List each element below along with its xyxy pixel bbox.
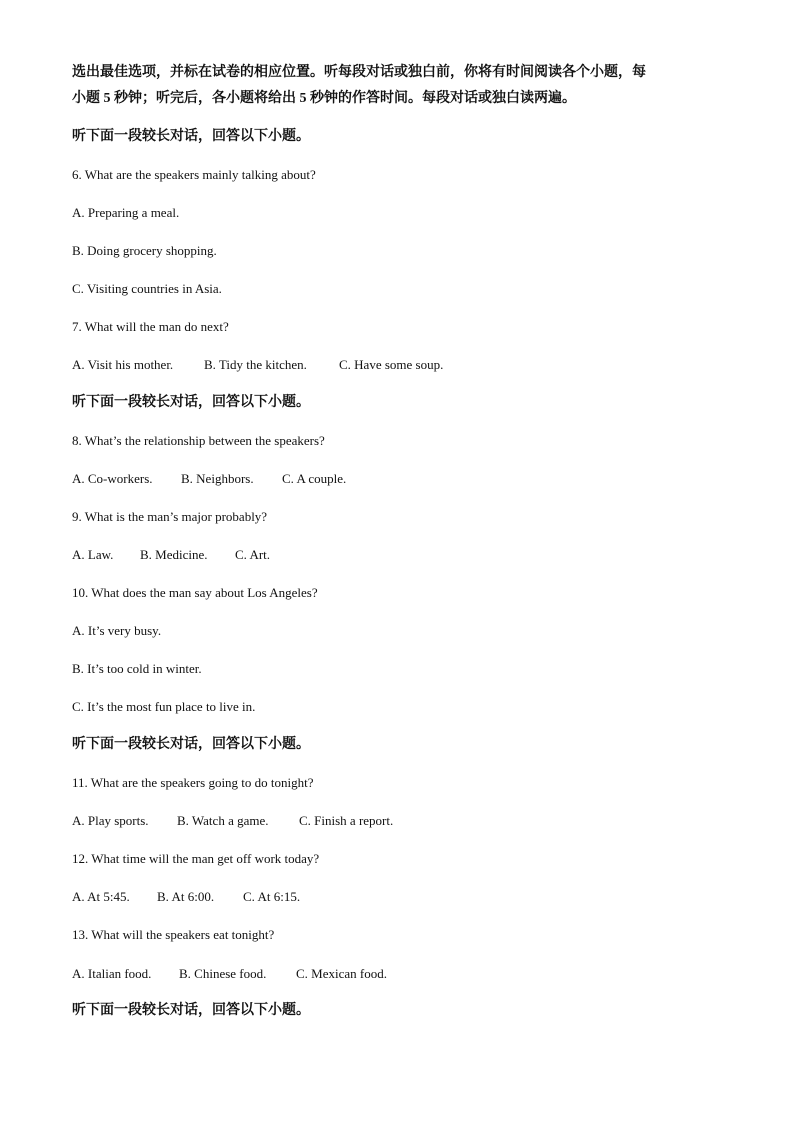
- option-13c: C. Mexican food.: [296, 966, 387, 981]
- question-9: 9. What is the man’s major probably?: [72, 509, 268, 524]
- option-12c: C. At 6:15.: [243, 889, 301, 904]
- option-11c: C. Finish a report.: [299, 813, 394, 828]
- question-10: 10. What does the man say about Los Angeles?: [72, 585, 318, 600]
- section-heading-3: 听下面一段较长对话，回答以下小题。: [72, 737, 310, 752]
- option-9b: B. Medicine.: [140, 547, 208, 562]
- option-11b: B. Watch a game.: [177, 813, 269, 828]
- question-11: 11. What are the speakers going to do tonight?: [72, 775, 314, 790]
- option-10c: C. It’s the most fun place to live in.: [72, 699, 256, 714]
- options-row-11: [72, 813, 732, 829]
- option-13a: A. Italian food.: [72, 966, 152, 981]
- option-13b: B. Chinese food.: [179, 966, 267, 981]
- question-12: 12. What time will the man get off work today?: [72, 851, 320, 866]
- option-12a: A. At 5:45.: [72, 889, 130, 904]
- options-row-13: [72, 966, 732, 982]
- option-7b: B. Tidy the kitchen.: [204, 357, 307, 372]
- option-6b: B. Doing grocery shopping.: [72, 243, 217, 258]
- option-12b: B. At 6:00.: [157, 889, 215, 904]
- question-13: 13. What will the speakers eat tonight?: [72, 927, 275, 942]
- option-6c: C. Visiting countries in Asia.: [72, 281, 222, 296]
- option-8b: B. Neighbors.: [181, 471, 254, 486]
- question-8: 8. What’s the relationship between the speakers?: [72, 433, 325, 448]
- question-7: 7. What will the man do next?: [72, 319, 229, 334]
- option-7a: A. Visit his mother.: [72, 357, 174, 372]
- option-10a: A. It’s very busy.: [72, 623, 162, 638]
- option-8c: C. A couple.: [282, 471, 347, 486]
- options-row-8: [72, 471, 732, 487]
- option-8a: A. Co-workers.: [72, 471, 153, 486]
- option-11a: A. Play sports.: [72, 813, 149, 828]
- option-9c: C. Art.: [235, 547, 271, 562]
- section-heading-4: 听下面一段较长对话，回答以下小题。: [72, 1003, 310, 1018]
- intro-line-1: 选出最佳选项，并标在试卷的相应位置。听每段对话或独白前，你将有时间阅读各个小题，每: [72, 65, 646, 80]
- question-6: 6. What are the speakers mainly talking about?: [72, 167, 316, 182]
- option-9a: A. Law.: [72, 547, 114, 562]
- intro-line-2: 小题 5 秒钟；听完后，各小题将给出 5 秒钟的作答时间。每段对话或独白读两遍。: [72, 91, 576, 106]
- option-6a: A. Preparing a meal.: [72, 205, 180, 220]
- options-row-9: [72, 547, 732, 563]
- option-7c: C. Have some soup.: [339, 357, 444, 372]
- section-heading-2: 听下面一段较长对话，回答以下小题。: [72, 395, 310, 410]
- option-10b: B. It’s too cold in winter.: [72, 661, 202, 676]
- options-row-12: [72, 889, 732, 905]
- section-heading-1: 听下面一段较长对话，回答以下小题。: [72, 129, 310, 144]
- options-row-7: [72, 357, 732, 373]
